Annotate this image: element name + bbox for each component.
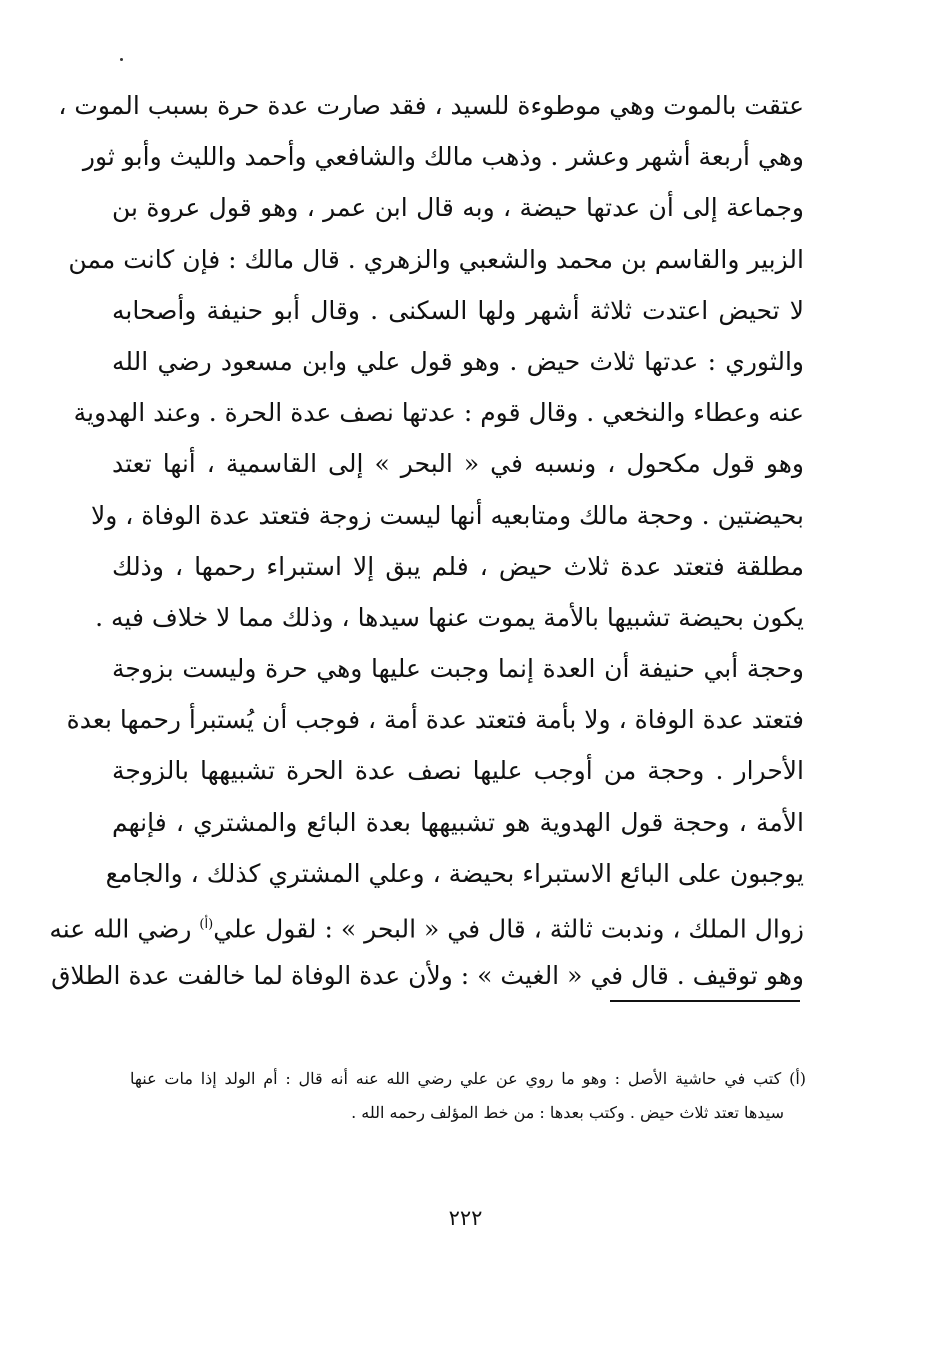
text-line: الزبير والقاسم بن محمد والشعبي والزهري . قال مالك : فإن كانت ممن: [68, 244, 804, 274]
footnote-block: [130, 1062, 806, 1130]
footnote-text: كتب في حاشية الأصل : وهو ما روي عن علي رضي الله عنه أنه قال : أم الولد إذا مات عنها: [130, 1069, 782, 1088]
text-line: يوجبون على البائع الاستبراء بحيضة ، وعلي المشتري كذلك ، والجامع: [105, 858, 804, 888]
text-line-with-footnote-ref: [49, 899, 804, 950]
text-line: مطلقة فتعتد عدة ثلاث حيض ، فلم يبق إلا استبراء رحمها ، وذلك: [112, 551, 804, 581]
text-line: بحيضتين . وحجة مالك ومتابعيه أنها ليست زوجة فتعتد عدة الوفاة ، ولا: [90, 500, 804, 530]
text-line: فتعتد عدة الوفاة ، ولا بأمة فتعتد عدة أمة ، فوجب أن يُستبرأ رحمها بعدة: [66, 705, 804, 735]
text-line: عنه وعطاء والنخعي . وقال قوم : عدتها نصف عدة الحرة . وعند الهدوية: [73, 398, 804, 428]
text-line: والثوري : عدتها ثلاث حيض . وهو قول علي وابن مسعود رضي الله: [112, 346, 804, 376]
text-line: عتقت بالموت وهي موطوءة للسيد ، فقد صارت عدة حرة بسبب الموت ،: [58, 91, 804, 120]
main-text-block: [49, 80, 804, 1001]
footnote-reference[interactable]: (أ): [199, 917, 214, 932]
text-line: الأمة ، وحجة قول الهدوية هو تشبيهها بعدة البائع والمشتري ، فإنهم: [112, 807, 804, 837]
text-line: الأحرار . وحجة من أوجب عليها نصف عدة الحرة تشبيهها بالزوجة: [112, 756, 804, 786]
footnote-marker: (أ): [789, 1069, 807, 1088]
page-number: ٢٢٢: [448, 1206, 483, 1230]
text-segment: رضي الله عنه: [49, 914, 192, 944]
text-line: يكون بحيضة تشبيها بالأمة يموت عنها سيدها ، وذلك مما لا خلاف فيه .: [95, 602, 804, 632]
footnote-separator: [610, 1000, 800, 1002]
text-line: وهو توقيف . قال في « الغيث » : ولأن عدة الوفاة لما خالفت عدة الطلاق: [51, 961, 804, 991]
footnote-line: [130, 1062, 806, 1096]
page-speck: [120, 58, 123, 61]
text-line: وهي أربعة أشهر وعشر . وذهب مالك والشافعي وأحمد والليث وأبو ثور: [82, 142, 804, 172]
text-line: لا تحيض اعتدت ثلاثة أشهر ولها السكنى . وقال أبو حنيفة وأصحابه: [112, 295, 804, 325]
text-segment: زوال الملك ، وندبت ثالثة ، قال في « البحر » : لقول علي: [213, 914, 804, 944]
footnote-line: سيدها تعتد ثلاث حيض . وكتب بعدها : من خط المؤلف رحمه الله .: [351, 1103, 784, 1122]
text-line: وهو قول مكحول ، ونسبه في « البحر » إلى القاسمية ، أنها تعتد: [112, 449, 804, 479]
text-line: وحجة أبي حنيفة أن العدة إنما وجبت عليها وهي حرة وليست بزوجة: [112, 654, 804, 684]
text-line: وجماعة إلى أن عدتها حيضة ، وبه قال ابن عمر ، وهو قول عروة بن: [112, 193, 804, 223]
